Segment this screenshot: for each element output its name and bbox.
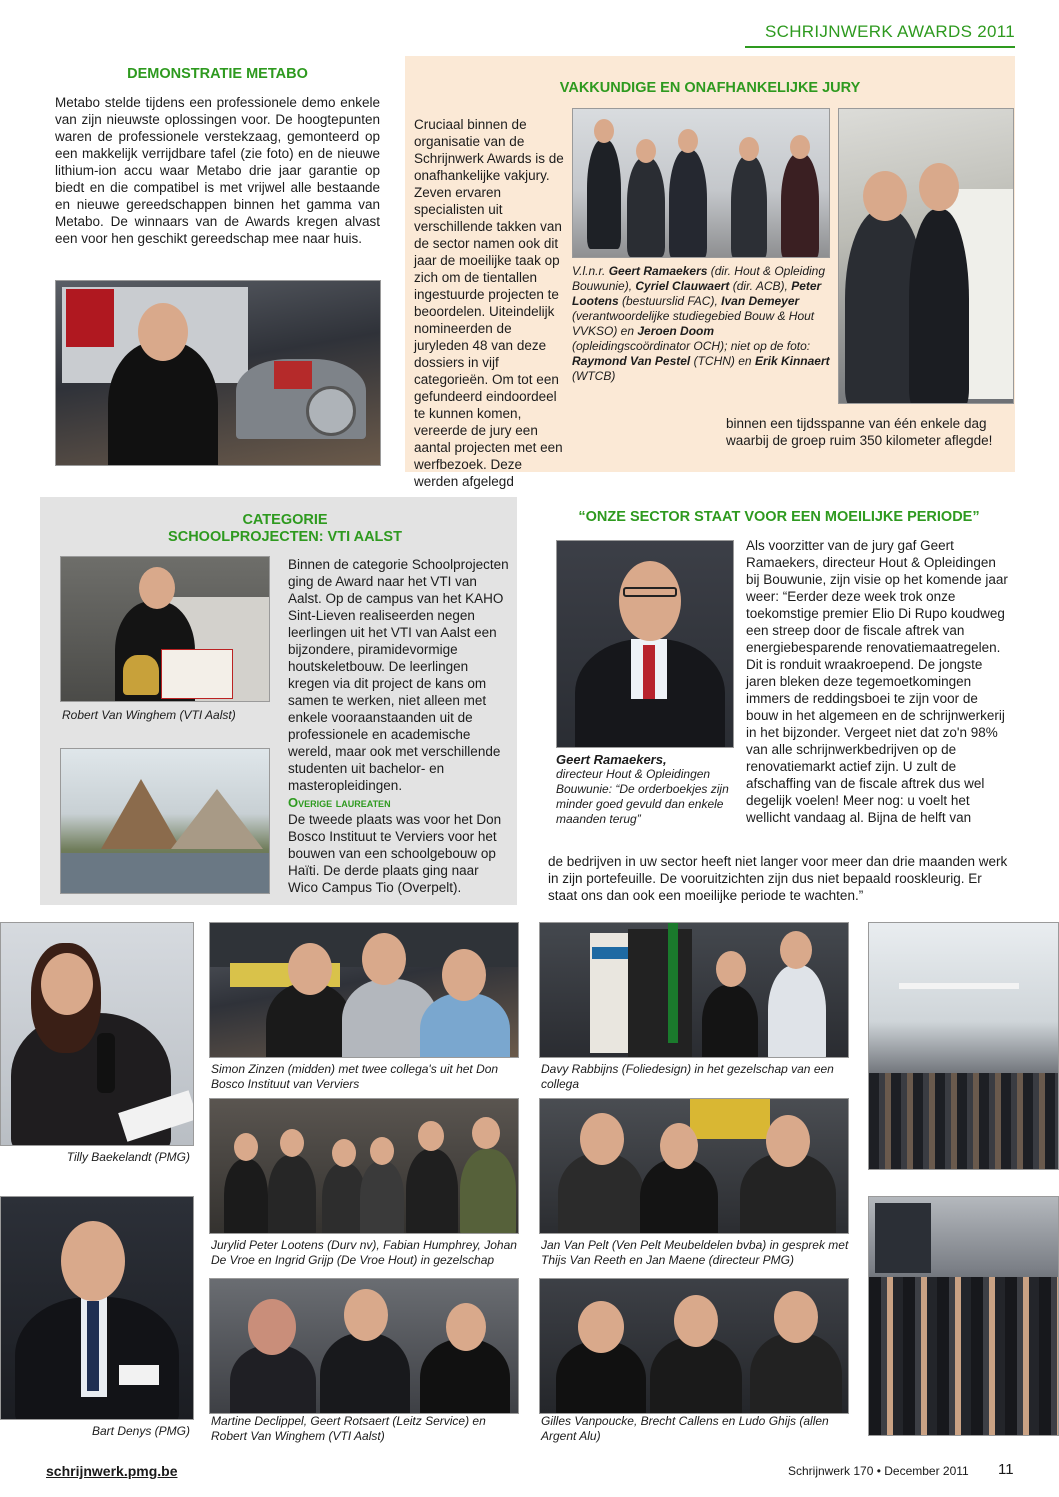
school-title <box>120 512 450 546</box>
photo-gilles <box>539 1278 849 1414</box>
jury-title: VAKKUNDIGE EN ONAFHANKELIJKE JURY <box>559 80 861 96</box>
photo-tilly <box>0 922 194 1146</box>
sector-caption-name: Geert Ramaekers, <box>556 752 667 767</box>
photo-bart <box>0 1196 194 1420</box>
photo-davy <box>539 922 849 1058</box>
metabo-title: DEMONSTRATIE METABO <box>127 66 308 82</box>
school-body-text: Binnen de categorie Schoolprojecten ging de Award naar het VTI van Aalst. Op de campus van het KAHO Sint-Lieven realiseerden negen leerlingen uit het VTI van Aalst een bijzondere, piramidevormige houtskeletbouw. De leerlingen kregen via dit project de kans om samen te werken, niet alleen met enkele vooraanstaanden uit de professionele en academische wereld, maar ook met verschillende studenten uit bachelor- en masteropleidingen. <box>288 557 509 793</box>
page-header <box>745 22 1015 48</box>
caption-martine: Martine Declippel, Geert Rotsaert (Leitz Service) en Robert Van Winghem (VTI Aalst) <box>211 1414 486 1443</box>
caption-tilly: Tilly Baekelandt (PMG) <box>66 1150 190 1164</box>
jury-caption: V.l.n.r. Geert Ramaekers (dir. Hout & Opleiding Bouwunie), Cyriel Clauwaert (dir. ACB), Peter Lootens (bestuurslid FAC), Ivan Demeyer (verantwoordelijke studiegebied Bouw & Hout VVKSO) en Jeroen Doom (opleidingscoördinator OCH); niet op de foto: Raymond Van Pestel (TCHN) en Erik Kinnaert (WTCB) <box>572 264 830 383</box>
caption-bart: Bart Denys (PMG) <box>91 1424 190 1438</box>
caption-simon: Simon Zinzen (midden) met twee collega's uit het Don Bosco Instituut van Verviers <box>211 1062 499 1091</box>
jury-body-col2: binnen een tijdsspanne van één enkele dag waarbij de groep ruim 350 kilometer aflegde! <box>726 416 993 448</box>
school-title-line2: SCHOOLPROJECTEN: VTI AALST <box>168 529 402 545</box>
sector-body: Als voorzitter van de jury gaf Geert Ramaekers, directeur Hout & Opleidingen bij Bouwunie, zijn visie op het komende jaar weer: “Eerder deze week trok onze toekomstige premier Elio Di Rupo koudweg een streep door de fiscale aftrek van energiebesparende renovatiemaatregelen. Dit is ronduit wraakroepend. De jongste jaren bleken deze tegemoetkomingen immers de reddingsboei te zijn voor de bouw in het algemeen en de schrijnwerkerij in het bijzonder. Vergeet niet dat zo'n 98% van alle schrijnwerkbedrijven op de renovatiemarkt actief zijn. U zult de afschaffing van de fiscale aftrek dus wel degelijk voelen! Meer nog: u voelt het wellicht vandaag al. Bijna de helft van <box>746 538 1008 825</box>
school-pyramid-photo <box>60 748 270 894</box>
caption-jurylid: Jurylid Peter Lootens (Durv nv), Fabian Humphrey, Johan De Vroe en Ingrid Grijp (De Vroe Hout) in gezelschap <box>211 1238 517 1267</box>
school-title-line1: CATEGORIE <box>242 512 328 528</box>
sector-body-wide: de bedrijven in uw sector heeft niet langer voor meer dan drie maanden werk in zijn portefeuille. De vooruitzichten zijn dus niet bepaald rooskleurig. Er staat ons dan ook een moeilijke periode te wachten.” <box>548 854 1008 903</box>
school-subhead: Overige laureaten <box>288 795 391 810</box>
jury-body-col1: Cruciaal binnen de organisatie van de Schrijnwerk Awards is de onafhankelijke vakjury. Zeven ervaren specialisten uit verschillende takken van de sector namen ook dit jaar de moeilijke taak op zich om de tientallen ingestuurde projecten te beoordelen. Uiteindelijk nomineerden de juryleden 48 van deze dossiers in vijf categorieën. Om tot een gefundeerd eindoordeel te kunnen komen, vereerde de jury een aantal projecten met een werfbezoek. Deze werden afgelegd <box>414 117 564 489</box>
school-body2: De tweede plaats was voor het Don Bosco Instituut te Verviers voor het bouwen van een schoolgebouw op Haïti. De derde plaats ging naar Wico Campus Tio (Overpelt). <box>288 812 502 895</box>
jury-inspection-photo <box>838 108 1014 404</box>
footer-page-number: 11 <box>998 1461 1014 1478</box>
photo-simon <box>209 922 519 1058</box>
school-caption: Robert Van Winghem (VTI Aalst) <box>62 708 236 722</box>
sector-caption <box>556 752 734 827</box>
photo-hall-crowd <box>868 922 1059 1170</box>
sector-caption-role: directeur Hout & Opleidingen Bouwunie: “De orderboekjes zijn minder goed gevuld dan enkele maanden terug” <box>556 767 729 826</box>
school-body <box>288 556 510 896</box>
photo-martine <box>209 1278 519 1414</box>
caption-jan: Jan Van Pelt (Ven Pelt Meubeldelen bvba) in gesprek met Thijs Van Reeth en Jan Maene (directeur PMG) <box>541 1238 849 1267</box>
footer-url[interactable]: schrijnwerk.pmg.be <box>46 1463 178 1479</box>
caption-gilles: Gilles Vanpoucke, Brecht Callens en Ludo Ghijs (allen Argent Alu) <box>541 1414 829 1443</box>
caption-davy: Davy Rabbijns (Foliedesign) in het gezelschap van een collega <box>541 1062 834 1091</box>
sector-speaker-photo <box>556 540 734 748</box>
photo-jurylid <box>209 1098 519 1234</box>
school-award-photo <box>60 556 270 702</box>
metabo-body: Metabo stelde tijdens een professionele demo enkele van zijn nieuwste oplossingen voor. De hoogtepunten waren de professionele verstekzaag, gemonteerd op een makkelijk verrijdbare tafel (zie foto) en de nieuwe lithium-ion accu waar Metabo drie jaar garantie op biedt en die compatibel is met vrijwel alle bestaande en nieuwe gereedschappen binnen het gamma van Metabo. De winnaars van de Awards kregen alvast een voor hen geschikt gereedschap mee naar huis. <box>55 95 380 246</box>
footer-issue: Schrijnwerk 170 • December 2011 <box>788 1464 969 1478</box>
metabo-photo <box>55 280 381 466</box>
photo-reception-crowd <box>868 1196 1059 1436</box>
jury-group-photo <box>572 108 830 258</box>
header-title: SCHRIJNWERK AWARDS 2011 <box>765 22 1015 41</box>
sector-title: “ONZE SECTOR STAAT VOOR EEN MOEILIJKE PERIODE” <box>578 509 980 525</box>
photo-jan <box>539 1098 849 1234</box>
